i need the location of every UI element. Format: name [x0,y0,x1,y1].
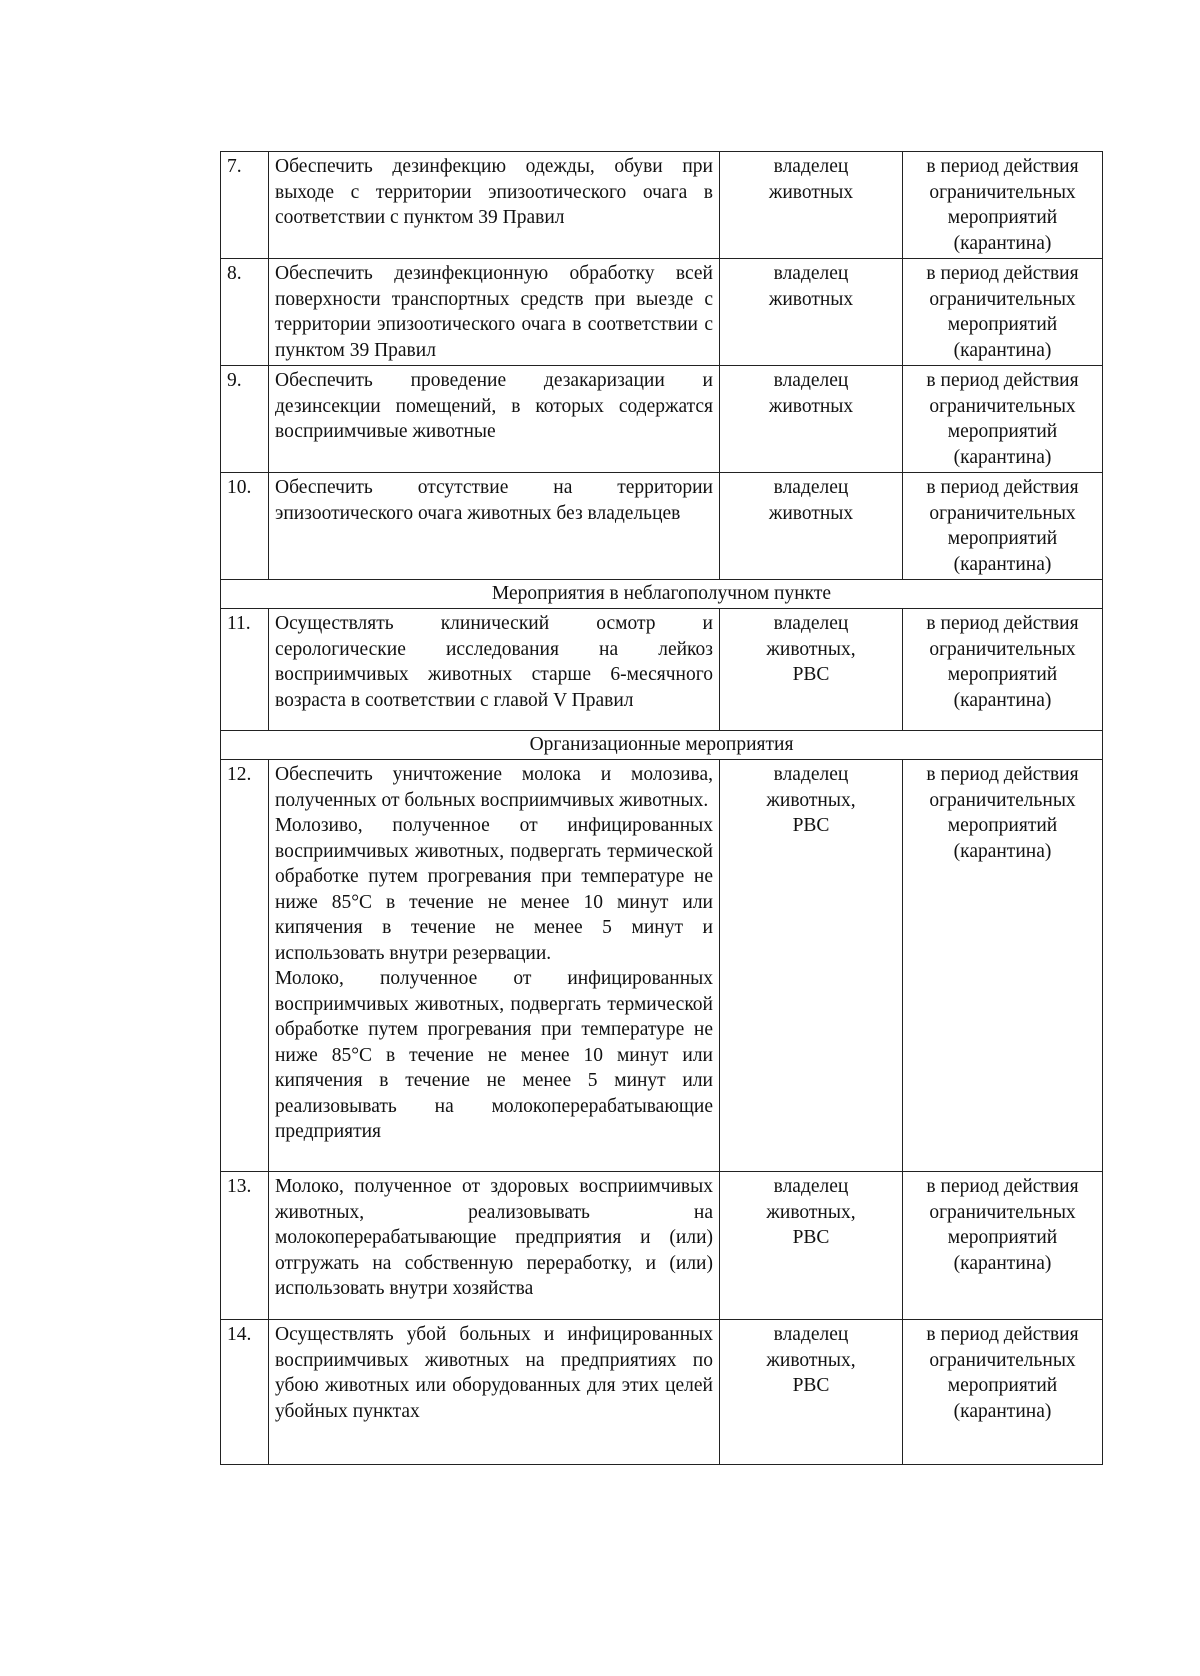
measure-description [269,473,720,580]
description-paragraph: Молоко, полученное от инфицированных восприимчивых животных, подвергать термической обработке путем прогревания при температуре не ниже 85°С в течение не менее 10 минут или кипячения в течение не менее 5 минут или реализовывать на молокоперерабатывающие предприятия [275,968,713,1142]
responsible-line: владелец [773,156,849,177]
responsible-party [720,152,903,259]
responsible-line: владелец [773,263,849,284]
deadline-line: (карантина) [953,1252,1052,1274]
deadline [903,1172,1103,1320]
deadline-line: в период действия [926,370,1079,391]
deadline-line: (карантина) [953,840,1052,862]
description-paragraph: Осуществлять клинический осмотр и серологические исследования на лейкоз восприимчивых животных старше 6-месячного возраста в соответствии с главой V Правил [275,613,713,711]
description-paragraph: Молоко, полученное от здоровых восприимчивых животных, реализовывать на молокоперерабатывающие предприятия и (или) отгружать на собственную переработку, и (или) использовать внутри хозяйства [275,1176,713,1299]
measures-table [220,151,1103,1465]
responsible-line: животных, [766,638,856,660]
responsible-line: РВС [792,1375,830,1396]
deadline [903,609,1103,731]
deadline-line: мероприятий [947,421,1058,442]
measure-description [269,609,720,731]
deadline [903,760,1103,1172]
responsible-party [720,366,903,473]
table-row [221,152,1103,259]
responsible-party [720,473,903,580]
description-paragraph: Обеспечить дезинфекционную обработку всей поверхности транспортных средств при выезде с территории эпизоотического очага в соответствии с пунктом 39 Правил [275,263,713,361]
table-row [221,760,1103,1172]
table-row [221,609,1103,731]
deadline-line: ограничительных [929,1349,1076,1371]
deadline-line: мероприятий [947,528,1058,549]
responsible-line: животных, [766,1201,856,1223]
deadline-line: в период действия [926,263,1079,284]
deadline [903,1320,1103,1465]
row-number: 9. [221,366,269,473]
deadline-line: (карантина) [953,446,1052,468]
row-number: 7. [221,152,269,259]
table-row [221,1172,1103,1320]
deadline-line: ограничительных [929,1201,1076,1223]
deadline-line: (карантина) [953,339,1052,361]
deadline-line: ограничительных [929,789,1076,811]
responsible-line: владелец [773,477,849,498]
section-title: Мероприятия в неблагополучном пункте [221,580,1103,609]
deadline [903,473,1103,580]
deadline-line: (карантина) [953,689,1052,711]
measure-description [269,1172,720,1320]
description-paragraph: Обеспечить отсутствие на территории эпизоотического очага животных без владельцев [275,477,713,524]
row-number: 12. [221,760,269,1172]
table-row [221,473,1103,580]
responsible-line: животных [768,288,854,310]
deadline-line: в период действия [926,764,1079,785]
measure-description [269,152,720,259]
table-row [221,259,1103,366]
deadline-line: мероприятий [947,1227,1058,1248]
deadline-line: ограничительных [929,181,1076,203]
responsible-party [720,1320,903,1465]
description-paragraph: Осуществлять убой больных и инфицированных восприимчивых животных на предприятиях по убою животных или оборудованных для этих целей убойных пунктах [275,1324,713,1422]
responsible-line: животных, [766,1349,856,1371]
measure-description [269,1320,720,1465]
deadline-line: ограничительных [929,502,1076,524]
responsible-line: животных [768,502,854,524]
section-title: Организационные мероприятия [221,731,1103,760]
deadline-line: ограничительных [929,288,1076,310]
responsible-line: РВС [792,664,830,685]
responsible-line: РВС [792,1227,830,1248]
responsible-line: владелец [773,613,849,634]
description-paragraph: Обеспечить проведение дезакаризации и дезинсекции помещений, в которых содержатся восприимчивые животные [275,370,713,442]
deadline-line: в период действия [926,613,1079,634]
responsible-line: владелец [773,764,849,785]
row-number: 13. [221,1172,269,1320]
deadline-line: (карантина) [953,1400,1052,1422]
section-header-row [221,731,1103,760]
responsible-party [720,609,903,731]
responsible-line: животных [768,395,854,417]
responsible-line: владелец [773,1176,849,1197]
row-number: 14. [221,1320,269,1465]
description-paragraph: Обеспечить уничтожение молока и молозива, полученных от больных восприимчивых животных. [275,764,713,811]
deadline [903,152,1103,259]
responsible-line: владелец [773,370,849,391]
deadline-line: мероприятий [947,207,1058,228]
responsible-line: владелец [773,1324,849,1345]
responsible-line: РВС [792,815,830,836]
deadline-line: в период действия [926,477,1079,498]
table-row [221,1320,1103,1465]
deadline-line: мероприятий [947,314,1058,335]
row-number: 10. [221,473,269,580]
deadline-line: в период действия [926,156,1079,177]
responsible-party [720,760,903,1172]
deadline-line: (карантина) [953,553,1052,575]
deadline-line: ограничительных [929,638,1076,660]
responsible-line: животных [768,181,854,203]
deadline [903,259,1103,366]
deadline-line: в период действия [926,1176,1079,1197]
row-number: 8. [221,259,269,366]
section-header-row [221,580,1103,609]
row-number: 11. [221,609,269,731]
measure-description [269,760,720,1172]
description-paragraph: Обеспечить дезинфекцию одежды, обуви при выходе с территории эпизоотического очага в соответствии с пунктом 39 Правил [275,156,713,228]
deadline [903,366,1103,473]
measure-description [269,259,720,366]
deadline-line: в период действия [926,1324,1079,1345]
deadline-line: мероприятий [947,664,1058,685]
measure-description [269,366,720,473]
measures-table-body [221,152,1103,1465]
deadline-line: мероприятий [947,1375,1058,1396]
responsible-party [720,259,903,366]
responsible-party [720,1172,903,1320]
deadline-line: (карантина) [953,232,1052,254]
deadline-line: ограничительных [929,395,1076,417]
responsible-line: животных, [766,789,856,811]
table-row [221,366,1103,473]
description-paragraph: Молозиво, полученное от инфицированных восприимчивых животных, подвергать термической обработке путем прогревания при температуре не ниже 85°С в течение не менее 10 минут или кипячения в течение не менее 5 минут и использовать внутри резервации. [275,815,713,964]
deadline-line: мероприятий [947,815,1058,836]
